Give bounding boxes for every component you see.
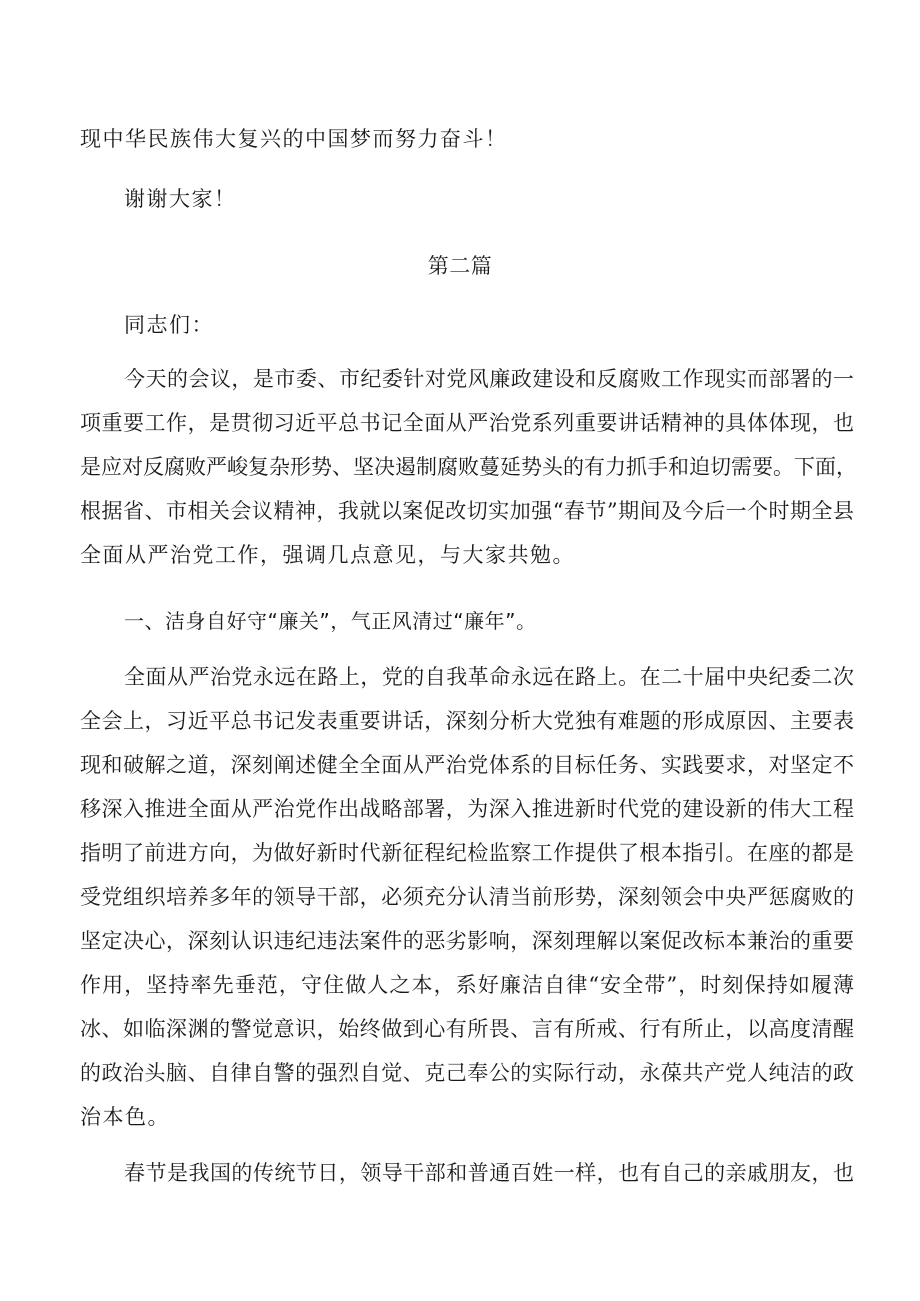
- paragraph-2-line: 受党组织培养多年的领导干部，必须充分认清当前形势，深刻领会中央严惩腐败的: [80, 885, 854, 909]
- paragraph-2-line: 全会上，习近平总书记发表重要讲话，深刻分析大党独有难题的形成原因、主要表: [80, 709, 854, 733]
- paragraph-2-line: 坚定决心，深刻认识违纪违法案件的恶劣影响，深刻理解以案促改标本兼治的重要: [80, 929, 854, 953]
- section-title: 第二篇: [427, 254, 493, 278]
- paragraph-2-line: 作用，坚持率先垂范，守住做人之本，系好廉洁自律“安全带”，时刻保持如履薄: [80, 973, 854, 997]
- paragraph-2-line: 治本色。: [80, 1105, 170, 1129]
- paragraph-3-line: 春节是我国的传统节日，领导干部和普通百姓一样，也有自己的亲戚朋友，也: [124, 1161, 854, 1185]
- paragraph-1-line: 是应对反腐败严峻复杂形势、坚决遏制腐败蔓延势头的有力抓手和迫切需要。下面，: [80, 455, 857, 479]
- section-heading-1: 一、洁身自好守“廉关”，气正风清过“廉年”。: [124, 609, 537, 633]
- paragraph-1-line: 今天的会议，是市委、市纪委针对党风廉政建设和反腐败工作现实而部署的一: [124, 367, 854, 391]
- salutation: 同志们：: [124, 313, 214, 337]
- paragraph-1-line: 根据省、市相关会议精神，我就以案促改切实加强“春节”期间及今后一个时期全县: [80, 499, 854, 523]
- paragraph-2-line: 现和破解之道，深刻阐述健全全面从严治党体系的目标任务、实践要求，对坚定不: [80, 753, 854, 777]
- paragraph-2-line: 的政治头脑、自律自警的强烈自觉、克己奉公的实际行动，永葆共产党人纯洁的政: [80, 1061, 854, 1085]
- paragraph-1-line: 项重要工作，是贯彻习近平总书记全面从严治党系列重要讲话精神的具体体现，也: [80, 411, 854, 435]
- previous-article-closing-line: 现中华民族伟大复兴的中国梦而努力奋斗！: [80, 127, 508, 151]
- paragraph-2-line: 全面从严治党永远在路上，党的自我革命永远在路上。在二十届中央纪委二次: [124, 665, 854, 689]
- paragraph-2-line: 移深入推进全面从严治党作出战略部署，为深入推进新时代党的建设新的伟大工程: [80, 797, 854, 821]
- paragraph-2-line: 冰、如临深渊的警觉意识，始终做到心有所畏、言有所戒、行有所止，以高度清醒: [80, 1017, 854, 1041]
- previous-article-thanks: 谢谢大家！: [124, 187, 237, 211]
- paragraph-2-line: 指明了前进方向，为做好新时代新征程纪检监察工作提供了根本指引。在座的都是: [80, 841, 854, 865]
- paragraph-1-line: 全面从严治党工作，强调几点意见，与大家共勉。: [80, 543, 575, 567]
